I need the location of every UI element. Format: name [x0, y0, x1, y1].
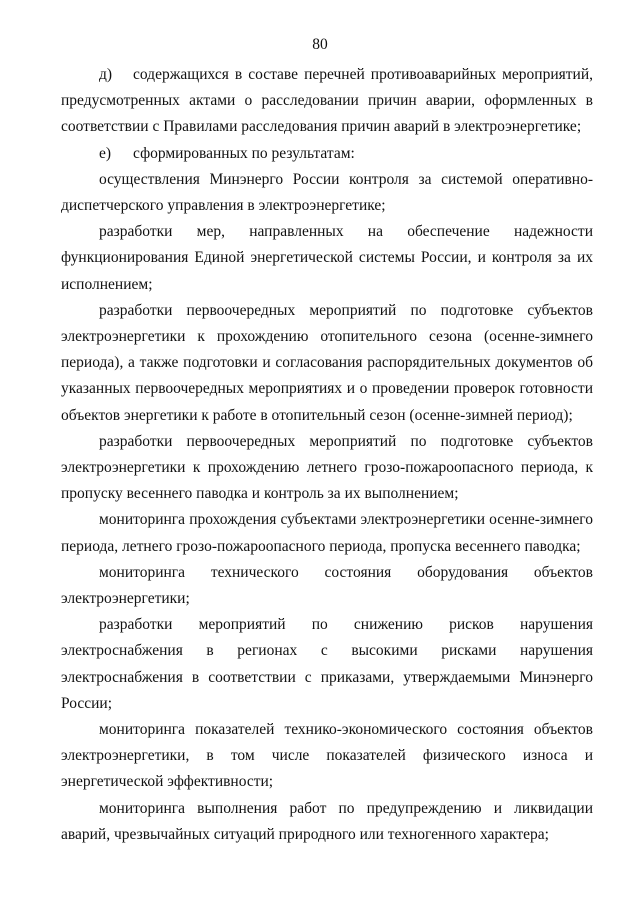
paragraph: мониторинга показателей технико-экономического состояния объектов электроэнергетики, в том числе показателей физического износа и энергетической эффективности; — [61, 721, 593, 791]
list-item-e — [61, 141, 593, 167]
list-item-text: сформированных по результатам: — [133, 144, 355, 162]
page-number: 80 — [312, 36, 328, 53]
paragraph: разработки мер, направленных на обеспечение надежности функционирования Единой энергетической системы России, и контроля за их исполнением; — [61, 223, 593, 293]
list-marker: е) — [99, 144, 112, 162]
list-item-d — [61, 62, 593, 141]
paragraph: разработки мероприятий по снижению рисков нарушения электроснабжения в регионах с высокими рисками нарушения электроснабжения в соответствии с приказами, утверждаемыми Минэнерго России; — [61, 616, 593, 712]
paragraph: мониторинга технического состояния оборудования объектов электроэнергетики; — [61, 563, 593, 608]
list-item-text: содержащихся в составе перечней противоаварийных мероприятий, предусмотренных актами о расследовании причин аварии, оформленных в соответствии с Правилами расследования причин аварий в электроэнергетике; — [61, 66, 593, 136]
paragraph: осуществления Минэнерго России контроля за системой оперативно-диспетчерского управления в электроэнергетике; — [61, 170, 593, 215]
paragraph: мониторинга прохождения субъектами электроэнергетики осенне-зимнего периода, летнего грозо-пожароопасного периода, пропуска весеннего паводка; — [61, 511, 593, 555]
paragraph: разработки первоочередных мероприятий по подготовке субъектов электроэнергетики к прохождению отопительного сезона (осенне-зимнего периода), а также подготовки и согласования распорядительных документов об указанных первоочередных мероприятиях и о проведении проверок готовности объектов энергетики к работе в отопительный сезон (осенне-зимней период); — [61, 301, 593, 424]
paragraph: разработки первоочередных мероприятий по подготовке субъектов электроэнергетики к прохождению летнего грозо-пожароопасного периода, к пропуску весеннего паводка и контроль за их выполнением; — [61, 432, 593, 503]
paragraph: мониторинга выполнения работ по предупреждению и ликвидации аварий, чрезвычайных ситуаций природного или техногенного характера; — [61, 799, 593, 843]
list-marker: д) — [99, 66, 113, 83]
document-body — [61, 62, 593, 848]
